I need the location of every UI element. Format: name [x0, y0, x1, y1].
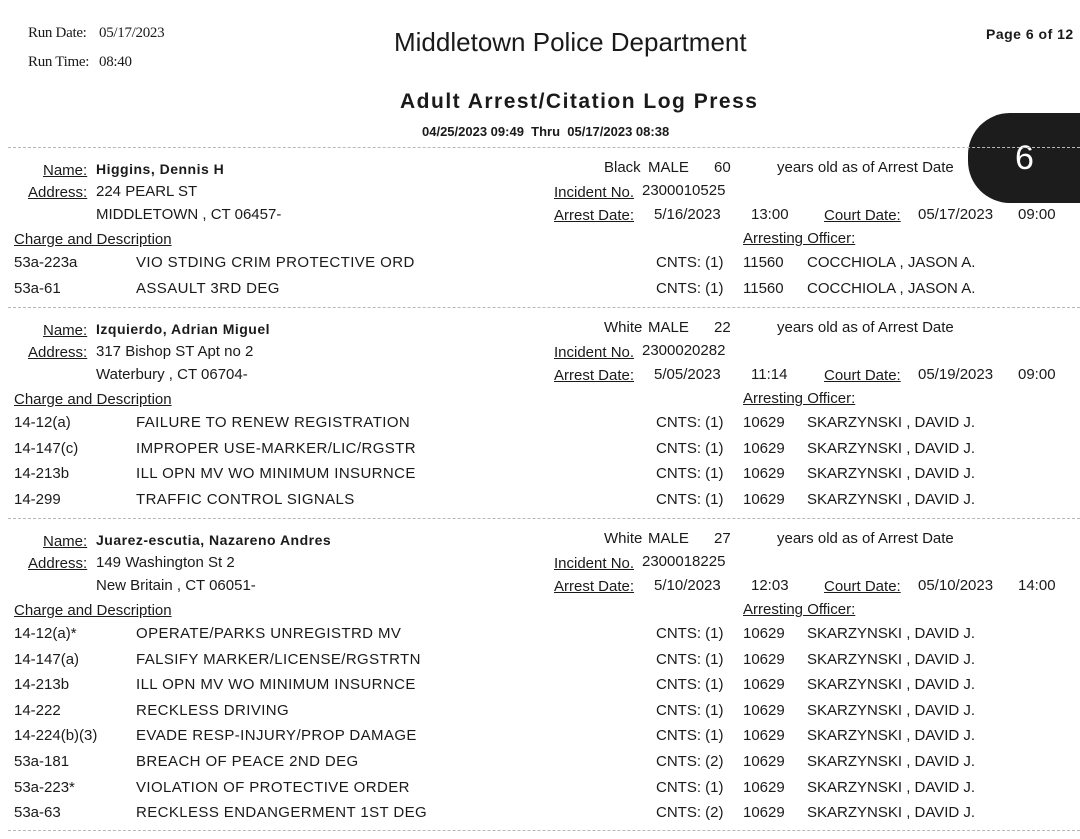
address-line-1: 224 PEARL ST: [96, 183, 198, 200]
charge-description: ILL OPN MV WO MINIMUM INSURNCE: [136, 465, 416, 482]
officer-name: SKARZYNSKI , DAVID J.: [807, 804, 976, 821]
arrest-date: 5/05/2023: [654, 366, 721, 383]
address-label: Address:: [28, 344, 88, 361]
record-divider: [8, 147, 1080, 148]
run-time-label: Run Time:: [28, 54, 90, 70]
charge-code: 14-213b: [14, 465, 70, 482]
charge-header: Charge and Description: [14, 602, 172, 619]
arrestee-name: Juarez-escutia, Nazareno Andres: [96, 532, 332, 548]
officer-name: SKARZYNSKI , DAVID J.: [807, 491, 976, 508]
charge-counts: CNTS: (1): [656, 727, 724, 744]
race: White: [604, 530, 643, 547]
charge-counts: CNTS: (1): [656, 779, 724, 796]
charge-counts: CNTS: (1): [656, 491, 724, 508]
race: Black: [604, 159, 641, 176]
officer-name: SKARZYNSKI , DAVID J.: [807, 414, 976, 431]
officer-name: SKARZYNSKI , DAVID J.: [807, 676, 976, 693]
court-time: 14:00: [1018, 577, 1056, 594]
officer-name: SKARZYNSKI , DAVID J.: [807, 465, 976, 482]
officer-name: SKARZYNSKI , DAVID J.: [807, 753, 976, 770]
charge-counts: CNTS: (2): [656, 753, 724, 770]
race: White: [604, 319, 643, 336]
court-date-label: Court Date:: [824, 367, 901, 384]
charge-header: Charge and Description: [14, 231, 172, 248]
charge-counts: CNTS: (1): [656, 414, 724, 431]
court-date-label: Court Date:: [824, 578, 901, 595]
charge-description: VIO STDING CRIM PROTECTIVE ORD: [136, 254, 415, 271]
charge-counts: CNTS: (1): [656, 625, 724, 642]
officer-name: SKARZYNSKI , DAVID J.: [807, 651, 976, 668]
charge-description: ASSAULT 3RD DEG: [136, 280, 280, 297]
court-date: 05/10/2023: [918, 577, 994, 594]
charge-description: VIOLATION OF PROTECTIVE ORDER: [136, 779, 410, 796]
officer-name: COCCHIOLA , JASON A.: [807, 254, 976, 271]
page-number: Page 6 of 12: [986, 26, 1074, 42]
court-date: 05/17/2023: [918, 206, 994, 223]
name-label: Name:: [43, 533, 88, 550]
record-divider: [8, 830, 1080, 831]
address-label: Address:: [28, 184, 88, 201]
officer-badge: 10629: [743, 465, 785, 482]
court-date: 05/19/2023: [918, 366, 994, 383]
officer-header: Arresting Officer:: [743, 230, 856, 247]
charge-description: RECKLESS DRIVING: [136, 702, 290, 719]
officer-header: Arresting Officer:: [743, 390, 856, 407]
charge-description: RECKLESS ENDANGERMENT 1ST DEG: [136, 804, 428, 821]
officer-badge: 10629: [743, 414, 785, 431]
sex: MALE: [648, 159, 689, 176]
arrest-date: 5/16/2023: [654, 206, 721, 223]
charge-description: EVADE RESP-INJURY/PROP DAMAGE: [136, 727, 417, 744]
charge-description: BREACH OF PEACE 2ND DEG: [136, 753, 359, 770]
charge-counts: CNTS: (2): [656, 804, 724, 821]
address-line-1: 317 Bishop ST Apt no 2: [96, 343, 254, 360]
age-suffix: years old as of Arrest Date: [777, 159, 954, 176]
court-date-label: Court Date:: [824, 207, 901, 224]
charge-description: ILL OPN MV WO MINIMUM INSURNCE: [136, 676, 416, 693]
charge-counts: CNTS: (1): [656, 280, 724, 297]
address-line-2: New Britain , CT 06051-: [96, 577, 256, 594]
charge-counts: CNTS: (1): [656, 440, 724, 457]
officer-badge: 10629: [743, 651, 785, 668]
page-tab-number: 6: [1015, 139, 1034, 177]
name-label: Name:: [43, 322, 88, 339]
sex: MALE: [648, 530, 689, 547]
officer-header: Arresting Officer:: [743, 601, 856, 618]
officer-badge: 10629: [743, 625, 785, 642]
age: 22: [714, 319, 731, 336]
charge-code: 14-12(a)*: [14, 625, 77, 642]
record-divider: [8, 307, 1080, 308]
age: 27: [714, 530, 731, 547]
report-title: Adult Arrest/Citation Log Press: [400, 90, 759, 113]
charge-description: FAILURE TO RENEW REGISTRATION: [136, 414, 411, 431]
incident-label: Incident No.: [554, 555, 635, 572]
arrest-time: 13:00: [751, 206, 789, 223]
officer-badge: 10629: [743, 491, 785, 508]
arrestee-name: Higgins, Dennis H: [96, 161, 225, 177]
charge-code: 14-12(a): [14, 414, 71, 431]
record-divider: [8, 518, 1080, 519]
address-line-2: MIDDLETOWN , CT 06457-: [96, 206, 282, 223]
charge-counts: CNTS: (1): [656, 254, 724, 271]
age-suffix: years old as of Arrest Date: [777, 530, 954, 547]
address-label: Address:: [28, 555, 88, 572]
charge-code: 53a-181: [14, 753, 70, 770]
officer-name: SKARZYNSKI , DAVID J.: [807, 779, 976, 796]
department-title: Middletown Police Department: [394, 27, 747, 57]
age: 60: [714, 159, 731, 176]
charge-code: 14-299: [14, 491, 61, 508]
incident-number: 2300010525: [642, 182, 726, 199]
arrest-date-label: Arrest Date:: [554, 367, 635, 384]
charge-description: FALSIFY MARKER/LICENSE/RGSTRTN: [136, 651, 421, 668]
arrest-date-label: Arrest Date:: [554, 578, 635, 595]
charge-code: 14-213b: [14, 676, 70, 693]
incident-number: 2300020282: [642, 342, 726, 359]
incident-label: Incident No.: [554, 184, 635, 201]
charge-header: Charge and Description: [14, 391, 172, 408]
charge-code: 14-147(c): [14, 440, 79, 457]
officer-badge: 11560: [743, 280, 784, 297]
run-date-value: 05/17/2023: [99, 25, 165, 41]
charge-counts: CNTS: (1): [656, 651, 724, 668]
officer-badge: 10629: [743, 779, 785, 796]
charge-counts: CNTS: (1): [656, 676, 724, 693]
incident-number: 2300018225: [642, 553, 726, 570]
name-label: Name:: [43, 162, 88, 179]
officer-badge: 10629: [743, 727, 785, 744]
officer-name: SKARZYNSKI , DAVID J.: [807, 702, 976, 719]
arrest-time: 11:14: [751, 366, 788, 383]
date-range: 04/25/2023 09:49 Thru 05/17/2023 08:38: [422, 124, 670, 139]
arrest-time: 12:03: [751, 577, 789, 594]
officer-name: SKARZYNSKI , DAVID J.: [807, 625, 976, 642]
officer-name: SKARZYNSKI , DAVID J.: [807, 440, 976, 457]
charge-code: 14-222: [14, 702, 61, 719]
charge-code: 53a-223*: [14, 779, 75, 796]
run-time-value: 08:40: [99, 54, 132, 70]
court-time: 09:00: [1018, 366, 1056, 383]
officer-badge: 10629: [743, 702, 785, 719]
officer-badge: 11560: [743, 254, 784, 271]
charge-description: TRAFFIC CONTROL SIGNALS: [136, 491, 355, 508]
charge-counts: CNTS: (1): [656, 702, 724, 719]
charge-code: 14-147(a): [14, 651, 80, 668]
court-time: 09:00: [1018, 206, 1056, 223]
charge-description: OPERATE/PARKS UNREGISTRD MV: [136, 625, 402, 642]
charge-counts: CNTS: (1): [656, 465, 724, 482]
address-line-1: 149 Washington St 2: [96, 554, 235, 571]
charge-code: 14-224(b)(3): [14, 727, 98, 744]
incident-label: Incident No.: [554, 344, 635, 361]
arrest-date-label: Arrest Date:: [554, 207, 635, 224]
charge-description: IMPROPER USE-MARKER/LIC/RGSTR: [136, 440, 416, 457]
age-suffix: years old as of Arrest Date: [777, 319, 954, 336]
page-tab: [968, 113, 1080, 203]
sex: MALE: [648, 319, 689, 336]
officer-badge: 10629: [743, 440, 785, 457]
officer-name: COCCHIOLA , JASON A.: [807, 280, 976, 297]
officer-badge: 10629: [743, 753, 785, 770]
arrest-date: 5/10/2023: [654, 577, 721, 594]
officer-badge: 10629: [743, 804, 785, 821]
charge-code: 53a-223a: [14, 254, 78, 271]
charge-code: 53a-61: [14, 280, 61, 297]
arrestee-name: Izquierdo, Adrian Miguel: [96, 321, 271, 337]
run-date-label: Run Date:: [28, 25, 87, 41]
officer-badge: 10629: [743, 676, 785, 693]
officer-name: SKARZYNSKI , DAVID J.: [807, 727, 976, 744]
address-line-2: Waterbury , CT 06704-: [96, 366, 248, 383]
charge-code: 53a-63: [14, 804, 61, 821]
